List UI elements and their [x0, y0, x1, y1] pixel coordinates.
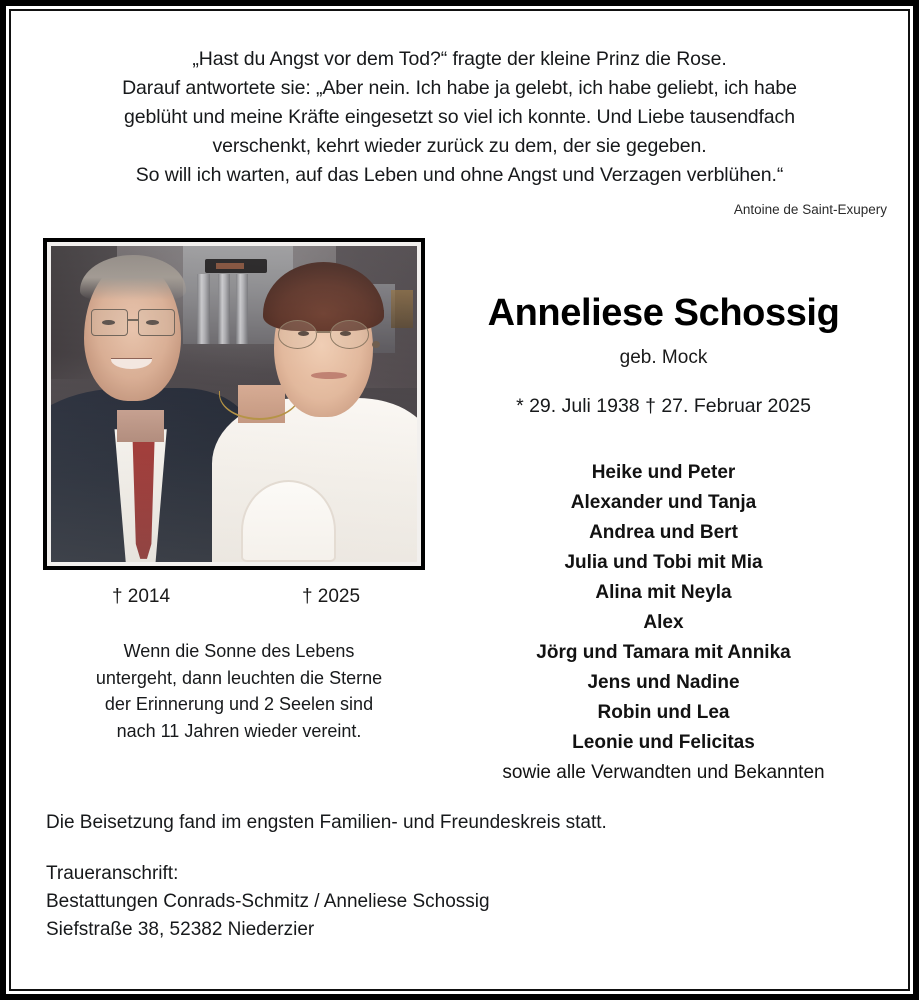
photo-caption-left: † 2014: [111, 586, 171, 607]
memorial-verse: [24, 638, 432, 744]
mourner-entry: Julia und Tobi mit Mia: [564, 551, 763, 573]
photo-background-amber-light: [391, 290, 413, 328]
mourner-entry: Alex: [643, 611, 684, 633]
burial-note: Die Beisetzung fand im engsten Familien- und Freundeskreis statt.: [46, 811, 607, 833]
mourner-entry: Andrea und Bert: [589, 521, 738, 543]
quote-line: Darauf antwortete sie: „Aber nein. Ich habe ja gelebt, ich habe geliebt, ich habe: [122, 77, 797, 99]
address-line: Siefstraße 38, 52382 Niederzier: [46, 918, 315, 940]
notice-body: [6, 6, 913, 994]
eyeglass-lens: [138, 309, 175, 336]
quote-line: verschenkt, kehrt wieder zurück zu dem, der sie gegeben.: [212, 135, 707, 157]
eyeglass-lens: [330, 320, 369, 348]
memorial-quote: [24, 45, 895, 190]
condolence-address: [46, 860, 895, 944]
eyeglass-bridge: [128, 319, 138, 321]
photo-background-cylinder: [236, 274, 248, 344]
photo-woman-eyeglasses: [278, 320, 370, 348]
mourner-entry-others: sowie alle Verwandten und Bekannten: [502, 761, 825, 783]
photo-column: [24, 238, 432, 744]
verse-line: untergeht, dann leuchten die Sterne: [95, 667, 383, 688]
mourner-entry: Alexander und Tanja: [570, 491, 757, 513]
mourner-entry: Jens und Nadine: [587, 671, 740, 693]
mourner-entry: Jörg und Tamara mit Annika: [536, 641, 791, 663]
photo-background-appliance-slot: [205, 259, 267, 273]
verse-line: der Erinnerung und 2 Seelen sind: [104, 694, 374, 714]
mourner-entry: Leonie und Felicitas: [572, 731, 755, 753]
eyeglass-bridge: [317, 331, 330, 333]
photo-man-eyeglasses: [91, 309, 175, 336]
deceased-name: Anneliese Schossig: [487, 292, 840, 334]
photo-frame: [43, 238, 425, 570]
eyeglass-lens: [91, 309, 128, 336]
quote-line: So will ich warten, auf das Leben und ohne Angst und Verzagen verblühen.“: [135, 164, 784, 186]
portrait-photo: [51, 246, 417, 562]
address-label: Traueranschrift:: [46, 862, 179, 884]
verse-line: nach 11 Jahren wieder vereint.: [116, 720, 362, 741]
name-column: [432, 238, 895, 788]
maiden-name: geb. Mock: [619, 346, 708, 368]
mourner-entry: Robin und Lea: [597, 701, 730, 723]
photo-caption-right: † 2025: [301, 586, 361, 607]
mourner-entry: Heike und Peter: [591, 461, 736, 483]
photo-man-neck: [117, 410, 165, 442]
eyeglass-lens: [278, 320, 317, 348]
quote-line: „Hast du Angst vor dem Tod?“ fragte der kleine Prinz die Rose.: [192, 48, 727, 70]
address-line: Bestattungen Conrads-Schmitz / Anneliese Schossig: [46, 890, 490, 912]
mourner-entry: Alina mit Neyla: [595, 581, 732, 603]
life-dates: * 29. Juli 1938 † 27. Februar 2025: [516, 394, 811, 417]
photo-background-cylinder: [197, 274, 209, 344]
photo-background-cylinder: [218, 274, 230, 344]
main-content-columns: [24, 238, 895, 788]
quote-line: geblüht und meine Kräfte eingesetzt so viel ich konnte. Und Liebe tausendfach: [124, 106, 795, 128]
mourners-list: [432, 458, 895, 788]
verse-line: Wenn die Sonne des Lebens: [123, 641, 355, 661]
notice-footer: [24, 812, 895, 944]
photo-captions: [24, 586, 432, 608]
quote-attribution: Antoine de Saint-Exupery: [733, 202, 887, 217]
